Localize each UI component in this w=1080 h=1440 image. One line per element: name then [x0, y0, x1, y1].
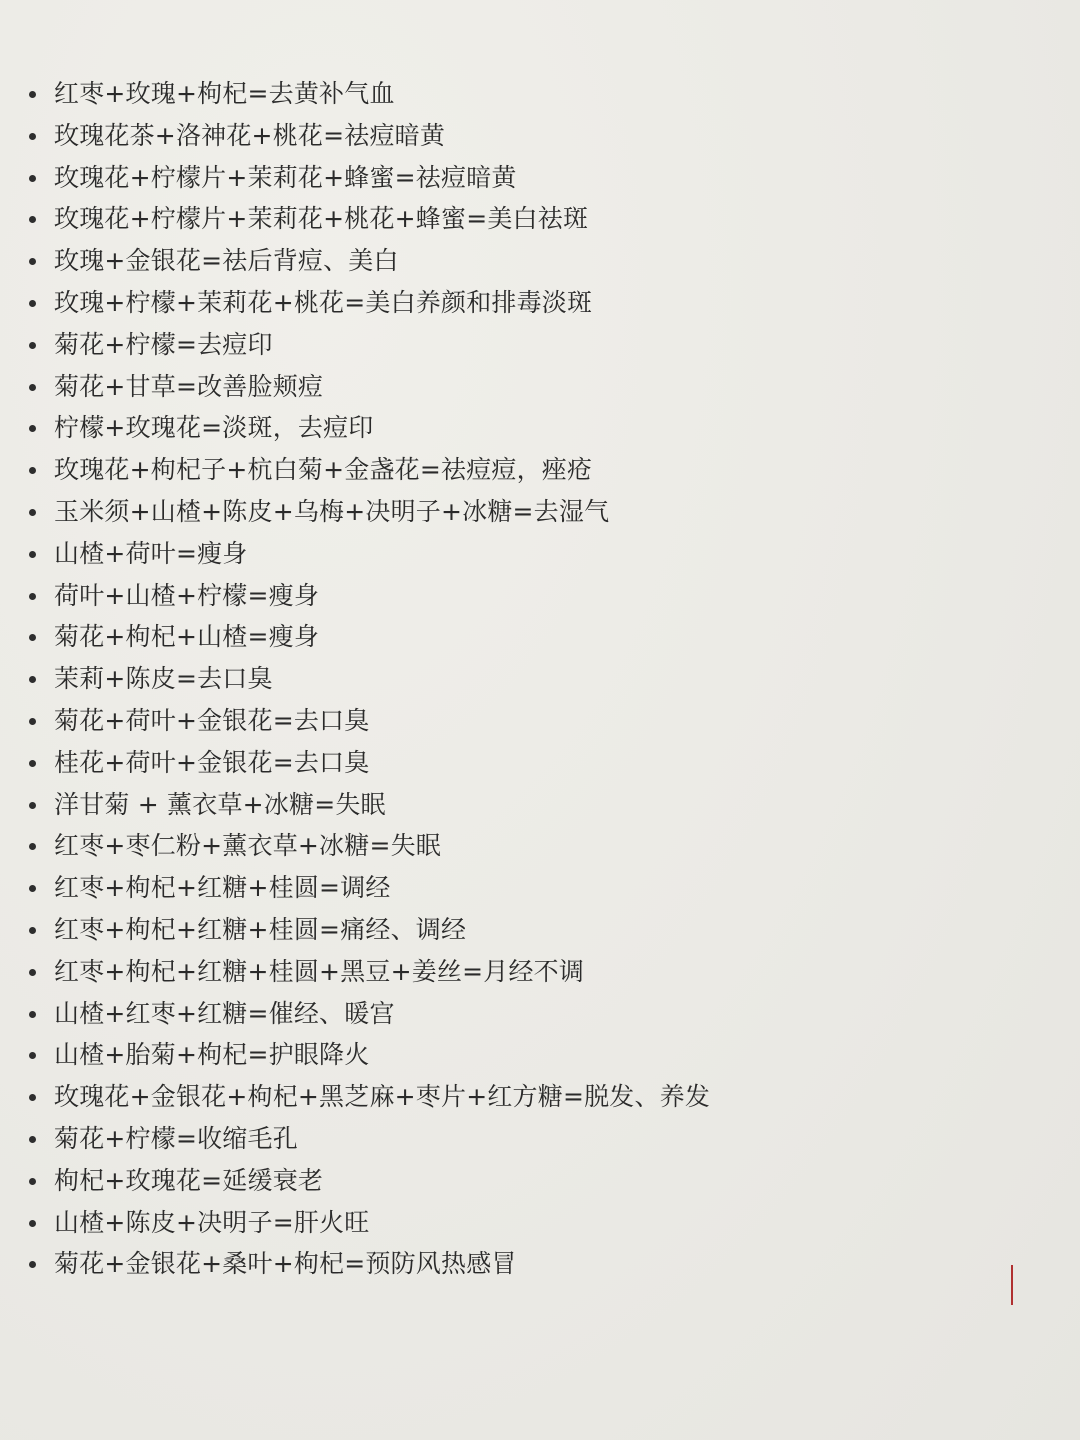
bullet-icon — [29, 425, 36, 432]
item-text: 菊花+柠檬=收缩毛孔 — [54, 1123, 298, 1153]
bullet-icon — [29, 843, 36, 850]
item-text: 玫瑰花+柠檬片+茉莉花+桃花+蜂蜜=美白祛斑 — [54, 204, 589, 234]
item-text: 红枣+玫瑰+枸杞=去黄补气血 — [54, 79, 395, 108]
item-text: 菊花+金银花+桑叶+枸杞=预防风热感冒 — [54, 1249, 517, 1279]
list-item — [22, 449, 1022, 491]
item-text: 菊花+柠檬=去痘印 — [54, 329, 273, 359]
bullet-icon — [29, 760, 36, 767]
list-item — [22, 993, 1022, 1035]
item-text: 菊花+枸杞+山楂=瘦身 — [54, 622, 320, 652]
item-text: 红枣+枸杞+红糖+桂圆+黑豆+姜丝=月经不调 — [54, 956, 585, 986]
list-item — [22, 1076, 1022, 1118]
list-item — [22, 491, 1022, 533]
list-item — [22, 951, 1022, 993]
list-item — [22, 1202, 1022, 1244]
item-text: 玫瑰花+金银花+枸杞+黑芝麻+枣片+红方糖=脱发、养发 — [54, 1082, 711, 1112]
list-item — [22, 240, 1022, 282]
item-text: 玫瑰+金银花=祛后背痘、美白 — [54, 246, 399, 276]
bullet-icon — [29, 802, 36, 809]
list-item — [22, 157, 1022, 199]
bullet-icon — [29, 467, 36, 474]
list-item — [22, 1243, 1022, 1285]
item-text: 桂花+荷叶+金银花=去口臭 — [54, 747, 370, 777]
list-item — [22, 324, 1022, 366]
item-text: 菊花+甘草=改善脸颊痘 — [54, 371, 324, 401]
bullet-icon — [29, 342, 36, 349]
bullet-icon — [29, 1011, 36, 1018]
list-item — [22, 742, 1022, 784]
text-cursor — [1011, 1265, 1013, 1305]
bullet-icon — [29, 885, 36, 892]
item-text: 红枣+枸杞+红糖+桂圆=痛经、调经 — [54, 914, 467, 944]
bullet-icon — [29, 1094, 36, 1101]
item-text: 红枣+枣仁粉+薰衣草+冰糖=失眠 — [54, 831, 441, 861]
bullet-icon — [29, 718, 36, 725]
list-item — [22, 73, 1022, 115]
list-item — [22, 407, 1022, 449]
item-text: 山楂+陈皮+决明子=肝火旺 — [54, 1207, 370, 1237]
list-item — [22, 1034, 1022, 1076]
bullet-icon — [29, 175, 36, 182]
bullet-icon — [29, 384, 36, 391]
bullet-icon — [29, 1261, 36, 1268]
list-item — [22, 867, 1022, 909]
list-item — [22, 909, 1022, 951]
list-item — [22, 533, 1022, 575]
bullet-icon — [29, 1220, 36, 1227]
item-text: 山楂+红枣+红糖=催经、暖宫 — [54, 998, 395, 1028]
item-text: 柠檬+玫瑰花=淡斑，去痘印 — [54, 413, 374, 443]
item-text: 菊花+荷叶+金银花=去口臭 — [54, 705, 370, 735]
list-item — [22, 198, 1022, 240]
item-text: 洋甘菊 + 薰衣草+冰糖=失眠 — [54, 789, 386, 819]
bullet-icon — [29, 258, 36, 265]
item-text: 山楂+胎菊+枸杞=护眼降火 — [54, 1040, 370, 1070]
item-text: 玉米须+山楂+陈皮+乌梅+决明子+冰糖=去湿气 — [54, 496, 610, 526]
list-item — [22, 1118, 1022, 1160]
list-item — [22, 658, 1022, 700]
bullet-icon — [29, 676, 36, 683]
bullet-icon — [29, 969, 36, 976]
list-item — [22, 825, 1022, 867]
list-item — [22, 700, 1022, 742]
item-text: 玫瑰花茶+洛神花+桃花=祛痘暗黄 — [54, 120, 446, 150]
bullet-icon — [29, 300, 36, 307]
bullet-icon — [29, 133, 36, 140]
item-text: 玫瑰+柠檬+茉莉花+桃花=美白养颜和排毒淡斑 — [54, 287, 593, 317]
list-item — [22, 115, 1022, 157]
item-text: 山楂+荷叶=瘦身 — [54, 538, 248, 568]
bullet-icon — [29, 1178, 36, 1185]
list-item — [22, 616, 1022, 658]
item-text: 红枣+枸杞+红糖+桂圆=调经 — [54, 873, 391, 903]
remedy-list — [22, 73, 1022, 1285]
list-item — [22, 784, 1022, 826]
item-text: 玫瑰花+枸杞子+杭白菊+金盏花=祛痘痘，痤疮 — [54, 455, 593, 485]
bullet-icon — [29, 1052, 36, 1059]
bullet-icon — [29, 216, 36, 223]
list-item — [22, 282, 1022, 324]
list-item — [22, 1160, 1022, 1202]
bullet-icon — [29, 927, 36, 934]
item-text: 枸杞+玫瑰花=延缓衰老 — [54, 1165, 324, 1195]
item-text: 玫瑰花+柠檬片+茉莉花+蜂蜜=祛痘暗黄 — [54, 162, 517, 192]
bullet-icon — [29, 1136, 36, 1143]
list-item — [22, 366, 1022, 408]
list-item — [22, 575, 1022, 617]
bullet-icon — [29, 551, 36, 558]
bullet-icon — [29, 593, 36, 600]
item-text: 茉莉+陈皮=去口臭 — [54, 664, 273, 694]
bullet-icon — [29, 509, 36, 516]
bullet-icon — [29, 634, 36, 641]
item-text: 荷叶+山楂+柠檬=瘦身 — [54, 580, 320, 610]
bullet-icon — [29, 91, 36, 98]
